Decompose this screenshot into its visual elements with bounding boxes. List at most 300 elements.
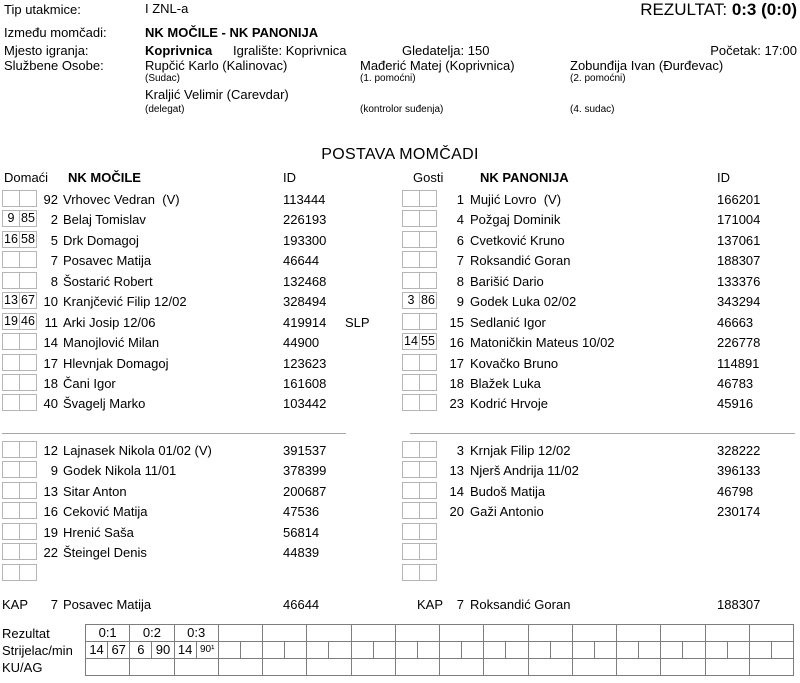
player-number: 18 <box>449 375 464 391</box>
sub-minute-box <box>419 313 437 330</box>
player-name: Drk Domagoj <box>63 232 139 248</box>
player-name: Njerš Andrija 11/02 <box>470 463 579 479</box>
sub-out-box <box>402 523 420 540</box>
kuag-cell <box>528 659 572 676</box>
scorer-cell <box>440 642 462 659</box>
kuag-cell <box>617 659 661 676</box>
sub-out-box <box>2 374 20 391</box>
minute-cell <box>373 642 395 659</box>
home-team-name: NK MOČILE <box>68 170 141 185</box>
sub-minute-box: 55 <box>419 333 437 350</box>
home-captain-row <box>2 595 400 615</box>
player-row <box>402 354 800 374</box>
sub-minute-box: 86 <box>419 292 437 309</box>
sub-out-box <box>402 231 420 248</box>
pocetak: Početak: 17:00 <box>710 43 797 58</box>
result-cell <box>440 625 484 642</box>
result-cell <box>395 625 439 642</box>
sub-minute-box: 85 <box>19 210 37 227</box>
rezultat-label: REZULTAT: <box>640 0 732 19</box>
tip-utakmice-value: I ZNL-a <box>145 1 189 16</box>
player-id: 226193 <box>283 212 327 228</box>
player-id: 46783 <box>717 375 754 391</box>
scorer-cell <box>218 642 240 659</box>
sub-minute-box <box>19 502 37 519</box>
sub-out-box <box>2 461 20 478</box>
sluzbene-label: Službene Osobe: <box>4 58 104 73</box>
kuag-cell <box>572 659 616 676</box>
result-cell <box>263 625 307 642</box>
player-id: 45916 <box>717 396 754 412</box>
away-captain-number: 7 <box>456 597 464 612</box>
sub-out-box <box>2 190 20 207</box>
player-number: 8 <box>456 273 464 289</box>
player-row <box>2 231 400 251</box>
result-cell <box>661 625 705 642</box>
away-id-header: ID <box>717 170 730 185</box>
player-number: 20 <box>449 504 464 520</box>
kuag-cell <box>218 659 262 676</box>
player-number: 18 <box>43 375 58 391</box>
player-name: Arki Josip 12/06 <box>63 314 156 330</box>
sub-out-box <box>2 502 20 519</box>
player-id: 343294 <box>717 294 761 310</box>
sub-minute-box <box>419 190 437 207</box>
player-id: 47536 <box>283 504 320 520</box>
player-row <box>402 502 800 522</box>
sub-minute-box <box>19 543 37 560</box>
player-id: 171004 <box>717 212 761 228</box>
player-name: Barišić Dario <box>470 273 544 289</box>
player-number: 9 <box>456 294 464 310</box>
sub-minute-box <box>419 543 437 560</box>
player-row <box>2 374 400 394</box>
sub-out-box <box>402 441 420 458</box>
player-name: Mujić Lovro (V) <box>470 192 562 207</box>
minute-cell <box>550 642 572 659</box>
player-name: Hrenić Saša <box>63 524 134 540</box>
minute-cell <box>285 642 307 659</box>
player-id: 419914 <box>283 314 327 330</box>
player-id: 114891 <box>717 355 760 371</box>
kuag-cell <box>130 659 174 676</box>
away-bench-list <box>402 441 800 584</box>
igraliste: Igralište: Koprivnica <box>233 43 347 58</box>
player-id: 46798 <box>717 483 754 499</box>
official-delegate: Kraljić Velimir (Carevdar) <box>145 87 289 102</box>
sub-minute-box <box>19 272 37 289</box>
player-row <box>402 333 800 353</box>
player-name: Belaj Tomislav <box>63 212 146 228</box>
minute-cell <box>417 642 439 659</box>
minute-cell <box>329 642 351 659</box>
player-id: 46663 <box>717 314 754 330</box>
player-number: 3 <box>456 443 464 458</box>
player-name: Manojlović Milan <box>63 335 160 351</box>
player-name: Hlevnjak Domagoj <box>63 355 169 371</box>
sub-minute-box <box>419 502 437 519</box>
player-number: 4 <box>456 212 464 228</box>
scorer-cell <box>351 642 373 659</box>
player-name: Roksandić Goran <box>470 253 571 269</box>
kuag-cell <box>263 659 307 676</box>
player-id: 133376 <box>717 273 761 289</box>
minute-cell <box>506 642 528 659</box>
sub-out-box <box>402 374 420 391</box>
scorer-cell <box>395 642 417 659</box>
sub-minute-box <box>419 272 437 289</box>
minute-cell <box>683 642 705 659</box>
sub-minute-box <box>19 564 37 581</box>
scorer-cell <box>528 642 550 659</box>
home-bench-list <box>2 441 400 584</box>
player-row <box>2 210 400 230</box>
player-name: Sitar Anton <box>63 483 127 499</box>
away-side-label: Gosti <box>413 170 444 185</box>
scorer-cell <box>484 642 506 659</box>
result-cell: 0:1 <box>86 625 130 642</box>
player-number: 6 <box>456 232 464 248</box>
sub-out-box <box>402 394 420 411</box>
sub-out-box <box>2 354 20 371</box>
result-cell <box>307 625 351 642</box>
player-id: 132468 <box>283 273 327 289</box>
player-name: Godek Nikola 11/01 <box>63 463 177 479</box>
sub-out-box <box>2 272 20 289</box>
sub-minute-box <box>419 251 437 268</box>
scorer-cell: 14 <box>174 642 196 659</box>
player-row <box>402 374 800 394</box>
sub-out-box: 13 <box>2 292 20 309</box>
player-row <box>2 482 400 502</box>
kuag-cell <box>749 659 793 676</box>
player-name: Matoničkin Mateus 10/02 <box>470 335 615 351</box>
away-kap-label: KAP <box>417 597 444 612</box>
player-id: 193300 <box>283 232 327 248</box>
player-id: 137061 <box>717 232 761 248</box>
player-number: 9 <box>50 463 58 479</box>
player-row <box>2 461 400 481</box>
scorer-cell <box>749 642 771 659</box>
home-id-header: ID <box>283 170 296 185</box>
player-name: Blažek Luka <box>470 375 541 391</box>
sub-minute-box <box>419 564 437 581</box>
player-row <box>2 272 400 292</box>
sub-minute-box <box>19 333 37 350</box>
sub-minute-box <box>419 523 437 540</box>
sub-out-box <box>2 251 20 268</box>
player-name: Lajnasek Nikola 01/02 (V) <box>63 443 212 458</box>
sub-minute-box <box>19 190 37 207</box>
player-name: Vrhovec Vedran (V) <box>63 192 180 207</box>
player-id: 391537 <box>283 443 327 458</box>
player-id: 396133 <box>717 463 761 479</box>
player-id: 161608 <box>283 375 327 391</box>
minute-cell <box>727 642 749 659</box>
kuag-cell <box>174 659 218 676</box>
player-name: Krnjak Filip 12/02 <box>470 443 571 458</box>
player-id: 103442 <box>283 396 327 412</box>
player-id: 328222 <box>717 443 761 458</box>
player-row <box>402 482 800 502</box>
player-name: Požgaj Dominik <box>470 212 561 228</box>
player-id: 200687 <box>283 483 327 499</box>
player-id: 123623 <box>283 355 327 371</box>
rezultat-value: 0:3 (0:0) <box>731 0 797 19</box>
player-row <box>2 394 400 414</box>
result-cell <box>749 625 793 642</box>
home-side-label: Domaći <box>4 170 49 185</box>
sub-out-box <box>402 251 420 268</box>
sub-minute-box: 67 <box>19 292 37 309</box>
result-cell <box>218 625 262 642</box>
sub-minute-box <box>419 354 437 371</box>
home-kap-label: KAP <box>2 597 29 612</box>
player-number: 16 <box>43 504 58 520</box>
tip-utakmice-label: Tip utakmice: <box>4 2 81 17</box>
match-teams: NK MOČILE - NK PANONIJA <box>145 25 319 40</box>
player-name: Cvetković Kruno <box>470 232 565 248</box>
result-cell <box>617 625 661 642</box>
result-cell: 0:3 <box>174 625 218 642</box>
player-number: 14 <box>449 483 464 499</box>
sub-out-box <box>402 354 420 371</box>
sub-minute-box <box>419 394 437 411</box>
player-row <box>402 394 800 414</box>
player-number: 13 <box>43 483 58 499</box>
player-name: Posavec Matija <box>63 253 152 269</box>
minute-cell <box>240 642 262 659</box>
home-captain-number: 7 <box>50 597 58 612</box>
home-captain-name: Posavec Matija <box>63 597 152 612</box>
sub-out-box: 19 <box>2 313 20 330</box>
player-extra-flag: SLP <box>345 314 370 330</box>
sub-minute-box <box>19 354 37 371</box>
player-number: 16 <box>449 335 464 351</box>
player-number: 22 <box>43 545 58 561</box>
sub-out-box: 14 <box>402 333 420 350</box>
home-starting-lineup <box>2 190 400 415</box>
sub-minute-box <box>19 523 37 540</box>
sub-out-box <box>2 482 20 499</box>
kuag-cell <box>351 659 395 676</box>
player-row <box>2 313 400 333</box>
player-number: 15 <box>449 314 464 330</box>
result-cell: 0:2 <box>130 625 174 642</box>
kuag-row-label: KU/AG <box>2 660 43 675</box>
sub-out-box <box>2 394 20 411</box>
kuag-cell <box>705 659 749 676</box>
player-id: 46644 <box>283 253 320 269</box>
player-row <box>2 292 400 312</box>
sub-out-box <box>402 313 420 330</box>
official-controller-role: (kontrolor suđenja) <box>360 104 444 115</box>
gledatelja: Gledatelja: 150 <box>402 43 490 58</box>
player-row <box>2 502 400 522</box>
player-number: 2 <box>50 212 58 228</box>
result-cell <box>572 625 616 642</box>
scorer-cell: 6 <box>130 642 152 659</box>
scorer-cell <box>263 642 285 659</box>
sub-minute-box: 58 <box>19 231 37 248</box>
scorer-cell <box>661 642 683 659</box>
player-id: 230174 <box>717 504 761 520</box>
player-row <box>2 564 400 584</box>
player-row <box>402 313 800 333</box>
player-row <box>402 441 800 461</box>
player-name: Kodrić Hrvoje <box>470 396 549 412</box>
player-number: 23 <box>449 396 464 412</box>
sub-out-box <box>2 441 20 458</box>
sub-out-box <box>402 502 420 519</box>
player-row <box>402 251 800 271</box>
player-row <box>2 441 400 461</box>
player-number: 12 <box>43 443 58 458</box>
home-captain-id: 46644 <box>283 597 320 612</box>
player-name: Kranjčević Filip 12/02 <box>63 294 187 310</box>
player-row <box>402 461 800 481</box>
score-progress-table <box>85 624 794 676</box>
sub-minute-box <box>419 461 437 478</box>
sub-minute-box <box>419 374 437 391</box>
player-name: Šostarić Robert <box>63 273 153 289</box>
sub-out-box <box>402 272 420 289</box>
sub-out-box <box>402 461 420 478</box>
player-number: 11 <box>44 314 58 330</box>
player-number: 8 <box>50 273 58 289</box>
player-number: 40 <box>43 396 58 412</box>
official-referee: Rupčić Karlo (Kalinovac) <box>145 58 288 73</box>
sub-out-box <box>402 564 420 581</box>
sub-out-box <box>2 564 20 581</box>
page-title: POSTAVA MOMČADI <box>321 146 479 163</box>
scorer-cell <box>705 642 727 659</box>
player-name: Gaži Antonio <box>470 504 544 520</box>
player-id: 328494 <box>283 294 327 310</box>
official-referee-role: (Sudac) <box>145 73 181 84</box>
player-row <box>2 333 400 353</box>
sub-minute-box: 46 <box>19 313 37 330</box>
sub-out-box <box>402 543 420 560</box>
player-number: 7 <box>456 253 464 269</box>
kuag-cell <box>86 659 130 676</box>
kuag-cell <box>484 659 528 676</box>
sub-out-box: 9 <box>2 210 20 227</box>
player-row <box>2 354 400 374</box>
player-number: 17 <box>43 355 58 371</box>
kuag-cell <box>307 659 351 676</box>
player-id: 56814 <box>283 524 320 540</box>
player-id: 378399 <box>283 463 327 479</box>
sub-minute-box <box>419 231 437 248</box>
sub-out-box <box>2 523 20 540</box>
official-assistant2-role: (2. pomoćni) <box>570 73 626 84</box>
player-number: 13 <box>449 463 464 479</box>
player-id: 44900 <box>283 335 320 351</box>
player-row <box>402 523 800 543</box>
player-row <box>402 272 800 292</box>
result-cell <box>484 625 528 642</box>
player-row <box>2 523 400 543</box>
result-cell <box>528 625 572 642</box>
player-row <box>2 543 400 563</box>
away-section-divider <box>410 433 795 434</box>
player-number: 19 <box>43 524 58 540</box>
player-row <box>402 231 800 251</box>
player-id: 113444 <box>283 192 326 207</box>
player-id: 166201 <box>717 192 761 207</box>
rezultat <box>640 0 797 20</box>
rezultat-row-label: Rezultat <box>2 626 50 641</box>
official-assistant2: Zobunđija Ivan (Đurđevac) <box>570 58 724 73</box>
player-id: 44839 <box>283 545 320 561</box>
strijelac-row-label: Strijelac/min <box>2 643 73 658</box>
minute-cell <box>462 642 484 659</box>
minute-cell: 90¹ <box>196 642 218 659</box>
player-row <box>402 543 800 563</box>
sub-minute-box <box>19 441 37 458</box>
player-number: 7 <box>50 253 58 269</box>
player-row <box>402 564 800 584</box>
sub-out-box: 3 <box>402 292 420 309</box>
mjesto-label: Mjesto igranja: <box>4 43 89 58</box>
minute-cell: 90 <box>152 642 174 659</box>
sub-out-box <box>2 333 20 350</box>
sub-minute-box <box>19 394 37 411</box>
player-id: 188307 <box>717 253 761 269</box>
scorer-cell <box>572 642 594 659</box>
mjesto-value: Koprivnica <box>145 43 213 58</box>
away-starting-lineup <box>402 190 800 415</box>
kuag-cell <box>395 659 439 676</box>
sub-minute-box <box>419 210 437 227</box>
sub-out-box <box>402 482 420 499</box>
home-section-divider <box>2 433 346 434</box>
player-row <box>402 190 800 210</box>
player-name: Godek Luka 02/02 <box>470 294 577 310</box>
player-name: Kovačko Bruno <box>470 355 559 371</box>
player-id: 226778 <box>717 335 761 351</box>
scorer-cell <box>307 642 329 659</box>
player-number: 1 <box>456 192 464 207</box>
sub-minute-box <box>19 461 37 478</box>
official-fourth-role: (4. sudac) <box>570 104 615 115</box>
away-team-name: NK PANONIJA <box>480 170 569 185</box>
minute-cell <box>594 642 616 659</box>
sub-out-box <box>2 543 20 560</box>
player-number: 17 <box>449 355 464 371</box>
official-delegate-role: (delegat) <box>145 104 185 115</box>
sub-minute-box <box>419 482 437 499</box>
result-cell <box>351 625 395 642</box>
player-name: Čani Igor <box>63 375 116 391</box>
minute-cell <box>771 642 793 659</box>
player-name: Budoš Matija <box>470 483 546 499</box>
sub-out-box <box>402 210 420 227</box>
player-name: Šteingel Denis <box>63 545 147 561</box>
result-cell <box>705 625 749 642</box>
kuag-cell <box>440 659 484 676</box>
sub-minute-box <box>419 441 437 458</box>
player-number: 10 <box>43 294 58 310</box>
player-row <box>2 190 400 210</box>
official-assistant1: Mađerić Matej (Koprivnica) <box>360 58 515 73</box>
sub-minute-box <box>19 251 37 268</box>
minute-cell: 67 <box>108 642 130 659</box>
player-row <box>402 210 800 230</box>
away-captain-id: 188307 <box>717 597 761 612</box>
sub-minute-box <box>19 374 37 391</box>
